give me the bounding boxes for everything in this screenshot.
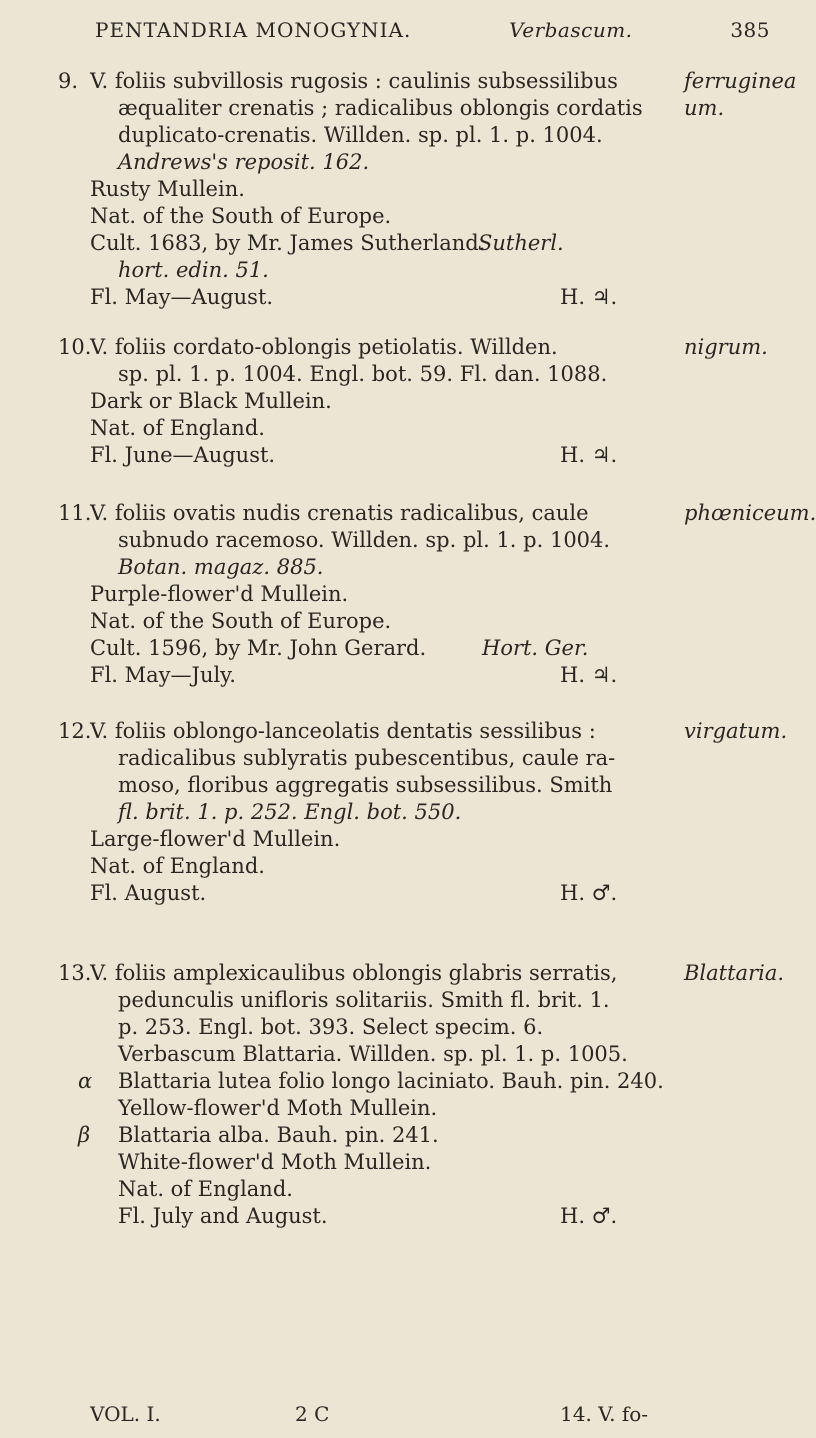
- species-entry-12: [0, 718, 800, 907]
- variety-common-name: Yellow-flower'd Moth Mullein.: [118, 1096, 438, 1120]
- description-line: Verbascum Blattaria. Willden. sp. pl. 1. p. 1005.: [118, 1042, 628, 1066]
- cultivation: Cult. 1596, by Mr. John Gerard.: [90, 636, 427, 660]
- habit: H. ♂.: [560, 881, 618, 905]
- species-entry-13: [0, 960, 800, 1230]
- cultivation-ref: Hort. Ger.: [482, 636, 589, 660]
- cultivation-ref-cont: hort. edin. 51.: [118, 258, 269, 282]
- native-range: Nat. of the South of Europe.: [90, 609, 392, 633]
- variety-description: Blattaria lutea folio longo laciniato. Bauh. pin. 240.: [118, 1069, 664, 1093]
- entry-number: 9.: [58, 69, 79, 93]
- common-name: Rusty Mullein.: [90, 177, 245, 201]
- header-title: PENTANDRIA MONOGYNIA.: [95, 18, 412, 42]
- variety-mark: β: [78, 1123, 91, 1147]
- common-name: Large-flower'd Mullein.: [90, 827, 341, 851]
- native-range: Nat. of England.: [90, 854, 265, 878]
- description-line: pedunculis unifloris solitariis. Smith fl. brit. 1.: [118, 988, 610, 1012]
- species-name: Blattaria.: [684, 961, 785, 985]
- description-line: V. foliis ovatis nudis crenatis radicalibus, caule: [90, 501, 589, 525]
- habit: H. ♃.: [560, 443, 618, 467]
- flowering: Fl. May—July.: [90, 663, 236, 687]
- native-range: Nat. of England.: [90, 416, 265, 440]
- description-line: radicalibus sublyratis pubescentibus, caule ra-: [118, 746, 616, 770]
- description-line: duplicato-crenatis. Willden. sp. pl. 1. p. 1004.: [118, 123, 603, 147]
- species-name: virgatum.: [684, 719, 788, 743]
- species-name: phœniceum.: [684, 501, 816, 525]
- variety-common-name: White-flower'd Moth Mullein.: [118, 1150, 432, 1174]
- cultivation: Cult. 1683, by Mr. James Sutherland.: [90, 231, 486, 255]
- species-name: nigrum.: [684, 335, 768, 359]
- volume-label: VOL. I.: [90, 1402, 161, 1426]
- common-name: Dark or Black Mullein.: [90, 389, 332, 413]
- description-line: V. foliis subvillosis rugosis : caulinis subsessilibus: [90, 69, 618, 93]
- signature-mark: 2 C: [295, 1402, 330, 1426]
- flowering: Fl. June—August.: [90, 443, 276, 467]
- entry-number: 12.: [58, 719, 92, 743]
- running-header: [95, 18, 770, 42]
- flowering: Fl. August.: [90, 881, 207, 905]
- catchword: 14. V. fo-: [560, 1402, 649, 1426]
- habit: H. ♂.: [560, 1204, 618, 1228]
- flowering: Fl. May—August.: [90, 285, 274, 309]
- description-line: Botan. magaz. 885.: [118, 555, 324, 579]
- page-footer: [90, 1402, 690, 1426]
- description-line: fl. brit. 1. p. 252. Engl. bot. 550.: [118, 800, 462, 824]
- description-line: sp. pl. 1. p. 1004. Engl. bot. 59. Fl. dan. 1088.: [118, 362, 608, 386]
- species-entry-9: [0, 68, 800, 311]
- species-entry-11: [0, 500, 816, 689]
- description-line: Andrews's reposit. 162.: [118, 150, 370, 174]
- description-line: V. foliis amplexicaulibus oblongis glabris serratis,: [90, 961, 618, 985]
- variety-mark: α: [78, 1069, 93, 1093]
- species-name-cont: um.: [684, 96, 725, 120]
- common-name: Purple-flower'd Mullein.: [90, 582, 349, 606]
- description-line: V. foliis cordato-oblongis petiolatis. Willden.: [90, 335, 558, 359]
- description-line: moso, floribus aggregatis subsessilibus. Smith: [118, 773, 613, 797]
- habit: H. ♃.: [560, 285, 618, 309]
- header-genus: Verbascum.: [509, 18, 633, 42]
- entry-number: 10.: [58, 335, 92, 359]
- variety-description: Blattaria alba. Bauh. pin. 241.: [118, 1123, 439, 1147]
- entry-number: 11.: [58, 501, 92, 525]
- species-name: ferruginea: [684, 69, 797, 93]
- description-line: p. 253. Engl. bot. 393. Select specim. 6.: [118, 1015, 544, 1039]
- entry-number: 13.: [58, 961, 92, 985]
- description-line: subnudo racemoso. Willden. sp. pl. 1. p. 1004.: [118, 528, 611, 552]
- description-line: æqualiter crenatis ; radicalibus oblongis cordatis: [118, 96, 643, 120]
- flowering: Fl. July and August.: [118, 1204, 328, 1228]
- habit: H. ♃.: [560, 663, 618, 687]
- page-number: 385: [730, 18, 770, 42]
- description-line: V. foliis oblongo-lanceolatis dentatis sessilibus :: [90, 719, 596, 743]
- native-range: Nat. of England.: [118, 1177, 293, 1201]
- species-entry-10: [0, 334, 800, 469]
- cultivation-ref: Sutherl.: [478, 231, 564, 255]
- native-range: Nat. of the South of Europe.: [90, 204, 392, 228]
